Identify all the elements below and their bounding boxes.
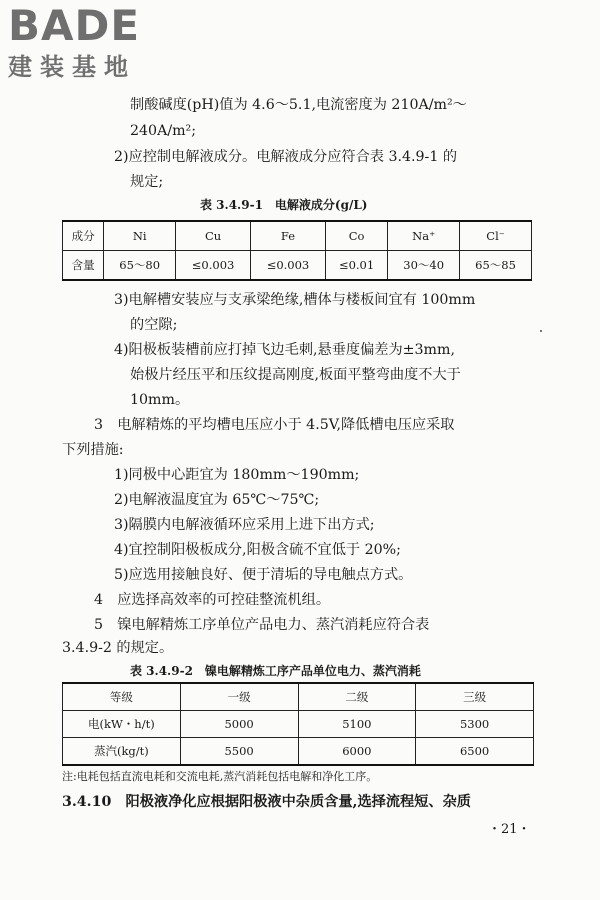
logo-subtitle: 建装基地 <box>8 53 136 81</box>
text-line: 3.4.9-2 的规定。 <box>62 640 174 656</box>
table-header-cell: 三级 <box>416 683 534 711</box>
text-line: 3)电解槽安装应与支承梁绝缘,槽体与楼板间宜有 100mm <box>114 292 476 308</box>
table-header-cell: Fe <box>251 221 326 251</box>
text-line: 2)应控制电解液成分。电解液成分应符合表 3.4.9-1 的 <box>114 149 458 165</box>
text-line: 4)阳极板装槽前应打掉飞边毛刺,悬垂度偏差为±3mm, <box>114 342 455 358</box>
table-row <box>63 683 534 711</box>
text-line: 规定; <box>130 174 164 190</box>
table-cell: 30～40 <box>388 251 460 281</box>
table-cell: 6000 <box>298 738 416 766</box>
table-cell: 5300 <box>416 711 534 738</box>
table-header-cell: 等级 <box>63 683 181 711</box>
electrolyte-composition-table <box>62 220 532 281</box>
text-line: 4)宜控制阳极板成分,阳极含硫不宜低于 20%; <box>114 542 401 558</box>
text-line: 10mm。 <box>130 392 190 408</box>
energy-consumption-table <box>62 682 534 766</box>
table-header-cell: 一级 <box>180 683 298 711</box>
table-header-cell: 二级 <box>298 683 416 711</box>
text-line: 3)隔膜内电解液循环应采用上进下出方式; <box>114 517 375 533</box>
page-number: ・21・ <box>488 822 531 837</box>
table-header-cell: 成分 <box>63 221 104 251</box>
text-line: 制酸碱度(pH)值为 4.6～5.1,电流密度为 210A/m²～ <box>130 97 467 113</box>
table-cell: 5000 <box>180 711 298 738</box>
text-line: 5)应选用接触良好、便于清垢的导电触点方式。 <box>114 567 413 583</box>
table-header-cell: Cl⁻ <box>460 221 532 251</box>
table1-caption: 表 3.4.9-1 电解液成分(g/L) <box>200 198 368 212</box>
table-cell: 电(kW・h/t) <box>63 711 181 738</box>
table-cell: 65～85 <box>460 251 532 281</box>
table-cell: 蒸汽(kg/t) <box>63 738 181 766</box>
table-cell: ≤0.003 <box>251 251 326 281</box>
bade-logo <box>8 2 140 82</box>
table-note: 注:电耗包括直流电耗和交流电耗,蒸汽消耗包括电解和净化工序。 <box>62 770 378 783</box>
table2-caption: 表 3.4.9-2 镍电解精炼工序产品单位电力、蒸汽消耗 <box>130 664 421 678</box>
table-cell: 5500 <box>180 738 298 766</box>
text-line: 3.4.10 阳极液净化应根据阳极液中杂质含量,选择流程短、杂质 <box>62 794 471 810</box>
text-line: 下列措施: <box>62 442 124 458</box>
text-line: 2)电解液温度宜为 65℃～75℃; <box>114 492 320 508</box>
text-line: 4 应选择高效率的可控硅整流机组。 <box>94 592 331 608</box>
table-row <box>63 711 534 738</box>
table-row <box>63 221 532 251</box>
table-cell: ≤0.003 <box>176 251 251 281</box>
text-line: 1)同极中心距宜为 180mm～190mm; <box>114 467 360 483</box>
text-line: 3 电解精炼的平均槽电压应小于 4.5V,降低槽电压应采取 <box>94 417 455 433</box>
table-cell: 5100 <box>298 711 416 738</box>
table-cell: 含量 <box>63 251 104 281</box>
table-cell: ≤0.01 <box>325 251 387 281</box>
text-line: 5 镍电解精炼工序单位产品电力、蒸汽消耗应符合表 <box>94 617 430 633</box>
table-row <box>63 251 532 281</box>
table-header-cell: Cu <box>176 221 251 251</box>
table-cell: 65～80 <box>104 251 176 281</box>
scan-speck <box>540 330 542 332</box>
table-cell: 6500 <box>416 738 534 766</box>
text-line: 240A/m²; <box>130 123 197 139</box>
table-header-cell: Ni <box>104 221 176 251</box>
table-row <box>63 738 534 766</box>
table-header-cell: Co <box>325 221 387 251</box>
text-line: 始极片经压平和压纹提高刚度,板面平整弯曲度不大于 <box>130 367 461 383</box>
table-header-cell: Na⁺ <box>388 221 460 251</box>
text-line: 的空隙; <box>130 317 178 333</box>
logo-brand: BADE <box>8 1 141 50</box>
